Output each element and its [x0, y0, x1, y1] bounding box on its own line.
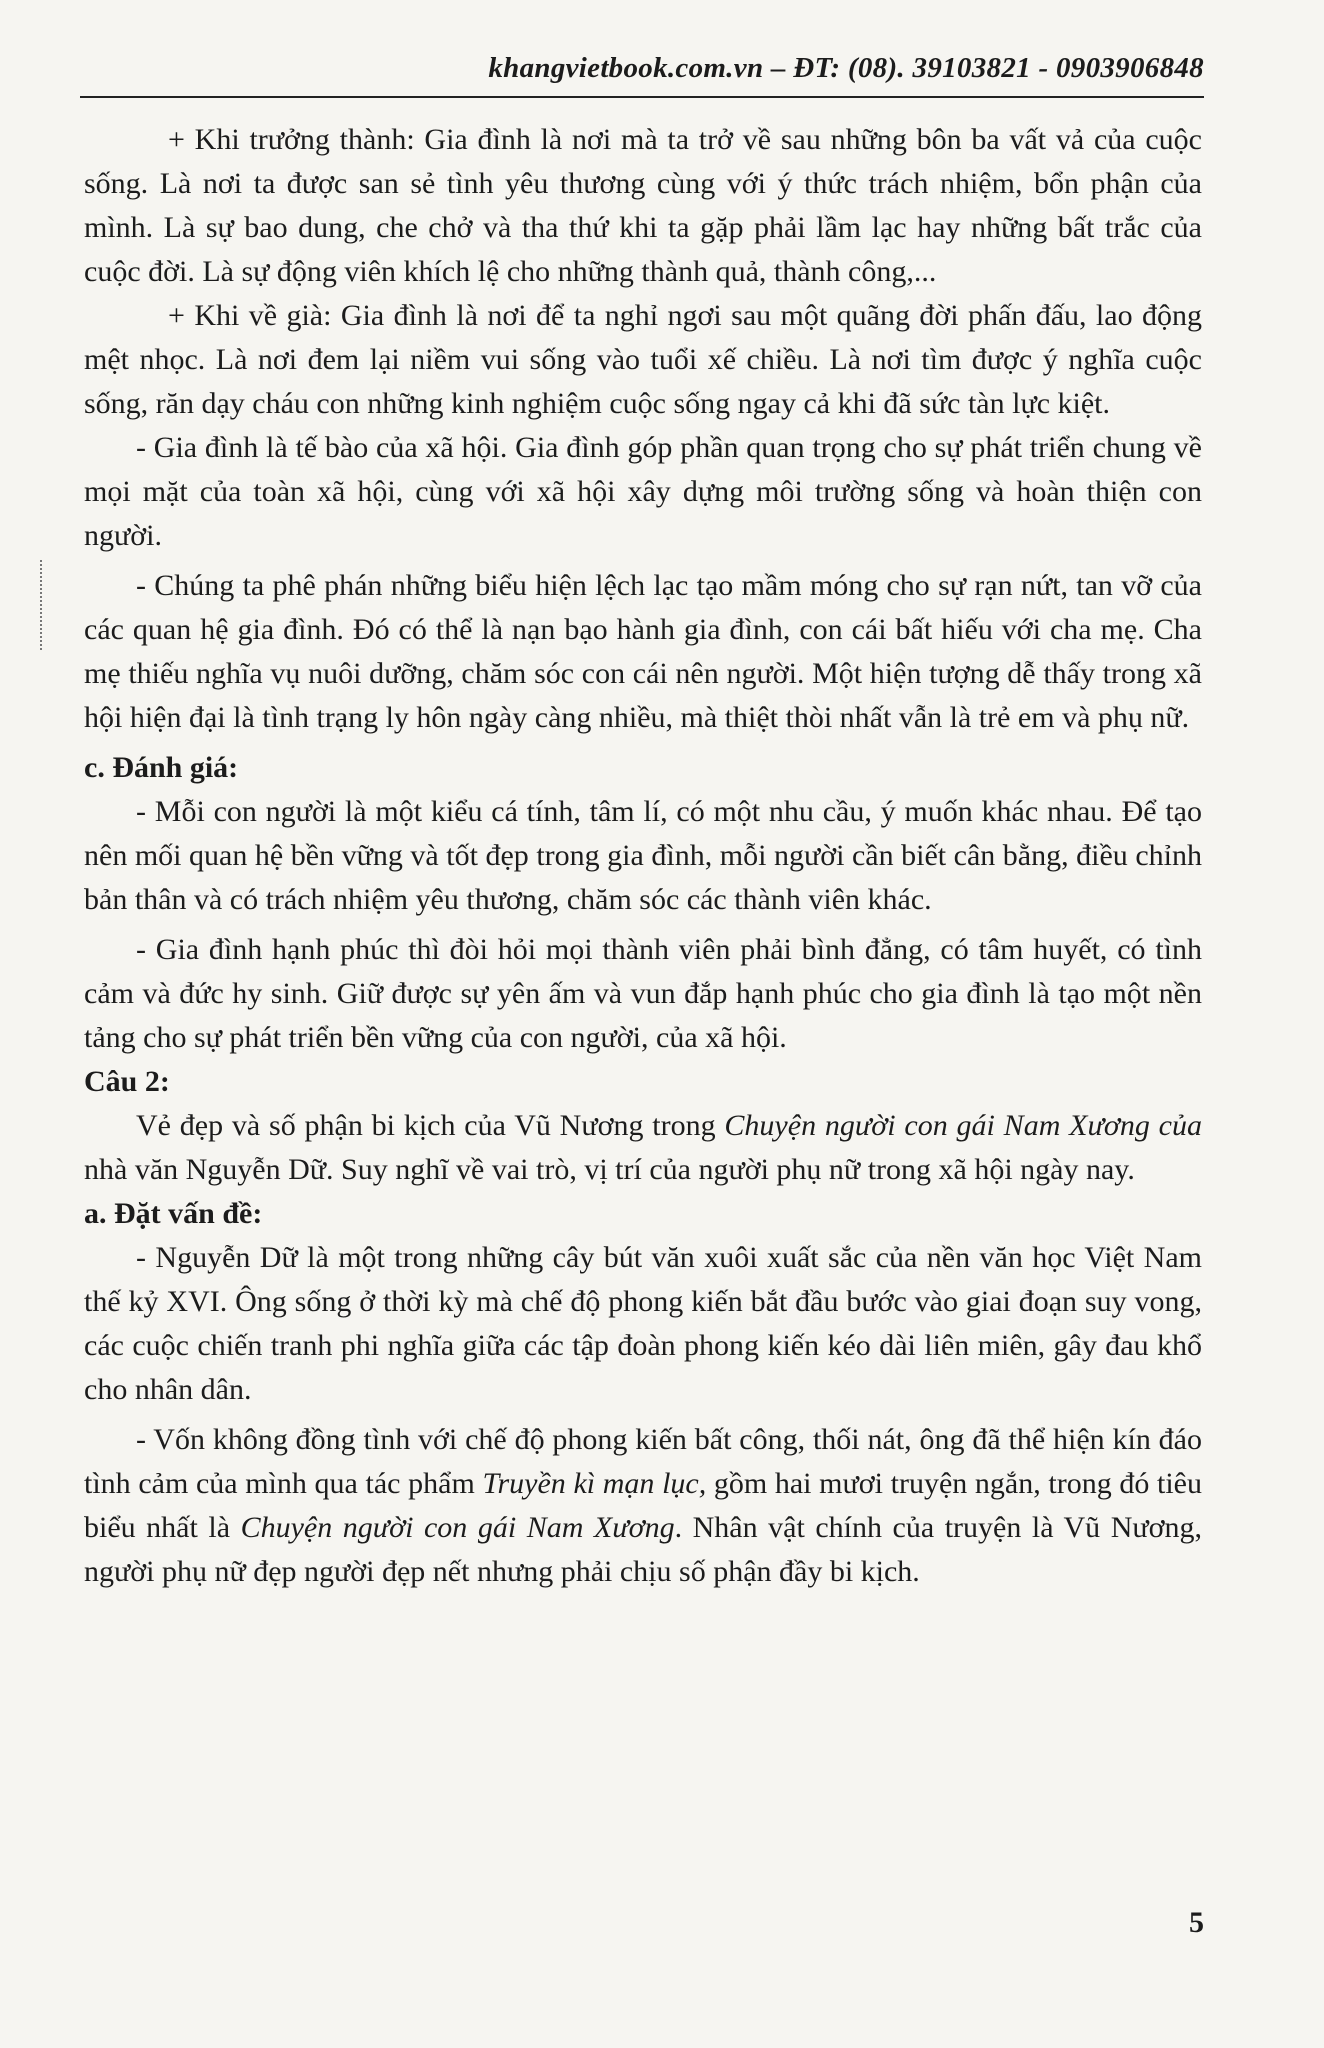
paragraph-happy-family: - Gia đình hạnh phúc thì đòi hỏi mọi thành viên phải bình đẳng, có tâm huyết, có tình cảm và đức hy sinh. Giữ được sự yên ấm và vun đắp hạnh phúc cho gia đình là tạo một nền tảng cho sự phát triển bền vững của con người, của xã hội.	[84, 933, 1202, 1054]
prompt-text-start: Vẻ đẹp và số phận bi kịch của Vũ Nương trong	[136, 1109, 725, 1142]
heading-question-2: Câu 2:	[84, 1065, 170, 1098]
paragraph-criticism: - Chúng ta phê phán những biểu hiện lệch lạc tạo mầm móng cho sự rạn nứt, tan vỡ của các quan hệ gia đình. Đó có thể là nạn bạo hành gia đình, con cái bất hiếu với cha mẹ. Cha mẹ thiếu nghĩa vụ nuôi dưỡng, chăm sóc con cái nên người. Một hiện tượng dễ thấy trong xã hội hiện đại là tình trạng ly hôn ngày càng nhiều, mà thiệt thòi nhất vẫn là trẻ em và phụ nữ.	[84, 569, 1202, 734]
paragraph-truyen-ki	[84, 1418, 1202, 1594]
paragraph-question-2-prompt	[84, 1104, 1202, 1192]
paragraph-personality: - Mỗi con người là một kiểu cá tính, tâm lí, có một nhu cầu, ý muốn khác nhau. Để tạo nên mối quan hệ bền vững và tốt đẹp trong gia đình, mỗi người cần biết cân bằng, điều chỉnh bản thân và có trách nhiệm yêu thương, chăm sóc các thành viên khác.	[84, 795, 1202, 916]
header-publisher-contact: khangvietbook.com.vn – ĐT: (08). 39103821 - 0903906848	[488, 52, 1204, 84]
heading-introduction: a. Đặt vấn đề:	[84, 1197, 263, 1230]
page-body	[84, 118, 1202, 1594]
page-header	[80, 52, 1204, 100]
paragraph-adulthood: + Khi trưởng thành: Gia đình là nơi mà ta trở về sau những bôn ba vất vả của cuộc sống. Là nơi ta được san sẻ tình yêu thương cùng với ý thức trách nhiệm, bổn phận của mình. Là sự bao dung, che chở và tha thứ khi ta gặp phải lầm lạc hay những bất trắc của cuộc đời. Là sự động viên khích lệ cho những thành quả, thành công,...	[84, 123, 1202, 288]
story-title-italic: Chuyện người con gái Nam Xương	[240, 1511, 675, 1544]
heading-evaluation: c. Đánh giá:	[84, 751, 239, 784]
header-rule	[80, 96, 1204, 98]
paragraph-text-3: . Nhân vật chính của truyện là Vũ Nương, người phụ nữ đẹp người đẹp nết nhưng phải chịu số phận đầy bi kịch.	[84, 1511, 1202, 1588]
margin-dotted-mark	[40, 560, 46, 650]
page-number: 5	[1189, 1906, 1204, 1939]
paragraph-old-age: + Khi về già: Gia đình là nơi để ta nghỉ ngơi sau một quãng đời phấn đấu, lao động mệt nhọc. Là nơi đem lại niềm vui sống vào tuổi xế chiều. Là nơi tìm được ý nghĩa cuộc sống, răn dạy cháu con những kinh nghiệm cuộc sống ngay cả khi đã sức tàn lực kiệt.	[84, 299, 1202, 420]
paragraph-family-cell: - Gia đình là tế bào của xã hội. Gia đình góp phần quan trọng cho sự phát triển chung về mọi mặt của toàn xã hội, cùng với xã hội xây dựng môi trường sống và hoàn thiện con người.	[84, 431, 1202, 552]
prompt-text-end: nhà văn Nguyễn Dữ. Suy nghĩ về vai trò, vị trí của người phụ nữ trong xã hội ngày nay.	[84, 1153, 1135, 1186]
paragraph-text-2: gồm hai mươi truyện ngắn, trong đó tiêu biểu nhất là	[84, 1467, 1202, 1544]
paragraph-nguyen-du: - Nguyễn Dữ là một trong những cây bút văn xuôi xuất sắc của nền văn học Việt Nam thế kỷ XVI. Ông sống ở thời kỳ mà chế độ phong kiến bắt đầu bước vào giai đoạn suy vong, các cuộc chiến tranh phi nghĩa giữa các tập đoàn phong kiến kéo dài liên miên, gây đau khổ cho nhân dân.	[84, 1241, 1202, 1406]
collection-title-italic: Truyền kì mạn lục,	[482, 1467, 707, 1500]
work-title-italic: Chuyện người con gái Nam Xương của	[724, 1109, 1202, 1142]
paragraph-text-1: - Vốn không đồng tình với chế độ phong kiến bất công, thối nát, ông đã thể hiện kín đáo tình cảm của mình qua tác phẩm	[84, 1423, 1202, 1500]
